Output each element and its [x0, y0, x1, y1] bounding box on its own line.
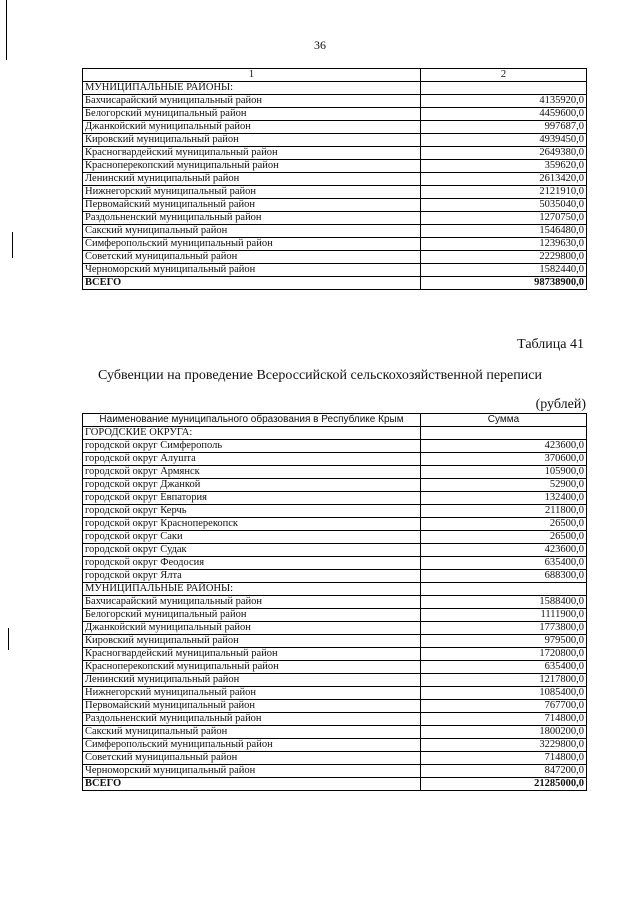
value-cell: 688300,0 — [421, 570, 587, 583]
table-row — [83, 752, 587, 765]
table-row — [83, 466, 587, 479]
table-row — [83, 531, 587, 544]
column-header-name: Наименование муниципального образования в Республике Крым — [83, 414, 421, 427]
value-cell: 359620,0 — [421, 160, 587, 173]
value-cell — [421, 427, 587, 440]
table-row — [83, 108, 587, 121]
value-cell: 2121910,0 — [421, 186, 587, 199]
table-row — [83, 251, 587, 264]
column-header: 1 — [83, 69, 421, 82]
table-row — [83, 518, 587, 531]
name-cell: городской округ Ялта — [83, 570, 421, 583]
value-cell: 5035040,0 — [421, 199, 587, 212]
value-cell: 847200,0 — [421, 765, 587, 778]
table-row — [83, 726, 587, 739]
value-cell: 997687,0 — [421, 121, 587, 134]
value-cell: 714800,0 — [421, 713, 587, 726]
value-cell: 1582440,0 — [421, 264, 587, 277]
column-header: 2 — [421, 69, 587, 82]
name-cell: Черноморский муниципальный район — [83, 765, 421, 778]
table-row — [83, 713, 587, 726]
table-row — [83, 147, 587, 160]
name-cell: Сакский муниципальный район — [83, 225, 421, 238]
value-cell: 52900,0 — [421, 479, 587, 492]
name-cell: Джанкойский муниципальный район — [83, 121, 421, 134]
name-cell: Советский муниципальный район — [83, 251, 421, 264]
name-cell: Нижнегорский муниципальный район — [83, 687, 421, 700]
name-cell: городской округ Алушта — [83, 453, 421, 466]
name-cell: Нижнегорский муниципальный район — [83, 186, 421, 199]
section-row — [83, 82, 587, 95]
section-label: МУНИЦИПАЛЬНЫЕ РАЙОНЫ: — [83, 82, 421, 95]
value-cell: 21285000,0 — [421, 778, 587, 791]
table-row — [83, 453, 587, 466]
name-cell: Первомайский муниципальный район — [83, 700, 421, 713]
name-cell: ВСЕГО — [83, 277, 421, 290]
name-cell: Красногвардейский муниципальный район — [83, 648, 421, 661]
table-row — [83, 173, 587, 186]
value-cell: 4459600,0 — [421, 108, 587, 121]
value-cell: 2229800,0 — [421, 251, 587, 264]
name-cell: Первомайский муниципальный район — [83, 199, 421, 212]
name-cell: Ленинский муниципальный район — [83, 674, 421, 687]
table-row — [83, 700, 587, 713]
value-cell: 635400,0 — [421, 661, 587, 674]
table-row — [83, 212, 587, 225]
value-cell: 132400,0 — [421, 492, 587, 505]
table-header-row — [83, 414, 587, 427]
name-cell: Красногвардейский муниципальный район — [83, 147, 421, 160]
table-row — [83, 609, 587, 622]
table-row — [83, 479, 587, 492]
table-row — [83, 505, 587, 518]
value-cell: 3229800,0 — [421, 739, 587, 752]
value-cell: 1239630,0 — [421, 238, 587, 251]
value-cell: 1111900,0 — [421, 609, 587, 622]
name-cell: Белогорский муниципальный район — [83, 609, 421, 622]
name-cell: Кировский муниципальный район — [83, 635, 421, 648]
value-cell: 4135920,0 — [421, 95, 587, 108]
value-cell: 1270750,0 — [421, 212, 587, 225]
scan-margin-mark — [8, 628, 9, 650]
name-cell: Красноперекопский муниципальный район — [83, 160, 421, 173]
value-cell: 26500,0 — [421, 531, 587, 544]
name-cell: Бахчисарайский муниципальный район — [83, 596, 421, 609]
table-row — [83, 635, 587, 648]
value-cell: 1720800,0 — [421, 648, 587, 661]
table-row — [83, 492, 587, 505]
name-cell: Кировский муниципальный район — [83, 134, 421, 147]
table-subventions — [82, 413, 587, 791]
name-cell: Симферопольский муниципальный район — [83, 739, 421, 752]
name-cell: Советский муниципальный район — [83, 752, 421, 765]
name-cell: городской округ Саки — [83, 531, 421, 544]
page-number: 36 — [314, 38, 326, 52]
value-cell: 2613420,0 — [421, 173, 587, 186]
value-cell: 423600,0 — [421, 440, 587, 453]
name-cell: ВСЕГО — [83, 778, 421, 791]
name-cell: городской округ Армянск — [83, 466, 421, 479]
value-cell: 1217800,0 — [421, 674, 587, 687]
name-cell: Джанкойский муниципальный район — [83, 622, 421, 635]
name-cell: Симферопольский муниципальный район — [83, 238, 421, 251]
name-cell: Черноморский муниципальный район — [83, 264, 421, 277]
table-title: Субвенции на проведение Всероссийской сельскохозяйственной переписи — [98, 368, 542, 383]
name-cell: Красноперекопский муниципальный район — [83, 661, 421, 674]
name-cell: городской округ Красноперекопск — [83, 518, 421, 531]
table-row — [83, 264, 587, 277]
value-cell: 26500,0 — [421, 518, 587, 531]
table-row — [83, 238, 587, 251]
table-row — [83, 199, 587, 212]
value-cell: 635400,0 — [421, 557, 587, 570]
name-cell: Бахчисарайский муниципальный район — [83, 95, 421, 108]
table-row — [83, 544, 587, 557]
table-row — [83, 661, 587, 674]
table-row — [83, 121, 587, 134]
name-cell: ГОРОДСКИЕ ОКРУГА: — [83, 427, 421, 440]
table-row — [83, 687, 587, 700]
table-row — [83, 186, 587, 199]
total-row — [83, 778, 587, 791]
units-label: (рублей) — [535, 397, 586, 412]
value-cell: 1773800,0 — [421, 622, 587, 635]
table-row — [83, 674, 587, 687]
value-cell: 1546480,0 — [421, 225, 587, 238]
name-cell: Раздольненский муниципальный район — [83, 212, 421, 225]
name-cell: городской округ Симферополь — [83, 440, 421, 453]
name-cell: городской округ Судак — [83, 544, 421, 557]
value-cell — [421, 583, 587, 596]
table-row — [83, 225, 587, 238]
name-cell: Белогорский муниципальный район — [83, 108, 421, 121]
value-cell: 1800200,0 — [421, 726, 587, 739]
name-cell: Раздольненский муниципальный район — [83, 713, 421, 726]
value-cell: 423600,0 — [421, 544, 587, 557]
value-cell: 98738900,0 — [421, 277, 587, 290]
name-cell: городской округ Феодосия — [83, 557, 421, 570]
table-header-row — [83, 69, 587, 82]
table-row — [83, 596, 587, 609]
name-cell: городской округ Джанкой — [83, 479, 421, 492]
scan-margin-mark — [12, 232, 13, 258]
empty-cell — [421, 82, 587, 95]
section-row — [83, 583, 587, 596]
value-cell: 1588400,0 — [421, 596, 587, 609]
table-row — [83, 739, 587, 752]
section-row — [83, 427, 587, 440]
name-cell: Сакский муниципальный район — [83, 726, 421, 739]
total-row — [83, 277, 587, 290]
value-cell: 105900,0 — [421, 466, 587, 479]
value-cell: 1085400,0 — [421, 687, 587, 700]
value-cell: 767700,0 — [421, 700, 587, 713]
name-cell: Ленинский муниципальный район — [83, 173, 421, 186]
table-municipal-districts — [82, 68, 587, 290]
value-cell: 211800,0 — [421, 505, 587, 518]
value-cell: 2649380,0 — [421, 147, 587, 160]
table-row — [83, 440, 587, 453]
table-row — [83, 134, 587, 147]
value-cell: 714800,0 — [421, 752, 587, 765]
name-cell: городской округ Евпатория — [83, 492, 421, 505]
scan-margin-mark — [6, 0, 7, 60]
table-row — [83, 95, 587, 108]
table-row — [83, 570, 587, 583]
table-row — [83, 160, 587, 173]
value-cell: 4939450,0 — [421, 134, 587, 147]
value-cell: 979500,0 — [421, 635, 587, 648]
name-cell: городской округ Керчь — [83, 505, 421, 518]
value-cell: 370600,0 — [421, 453, 587, 466]
table-row — [83, 648, 587, 661]
table-number: Таблица 41 — [517, 337, 584, 352]
column-header-sum: Сумма — [421, 414, 587, 427]
table-row — [83, 622, 587, 635]
table-row — [83, 765, 587, 778]
name-cell: МУНИЦИПАЛЬНЫЕ РАЙОНЫ: — [83, 583, 421, 596]
table-row — [83, 557, 587, 570]
